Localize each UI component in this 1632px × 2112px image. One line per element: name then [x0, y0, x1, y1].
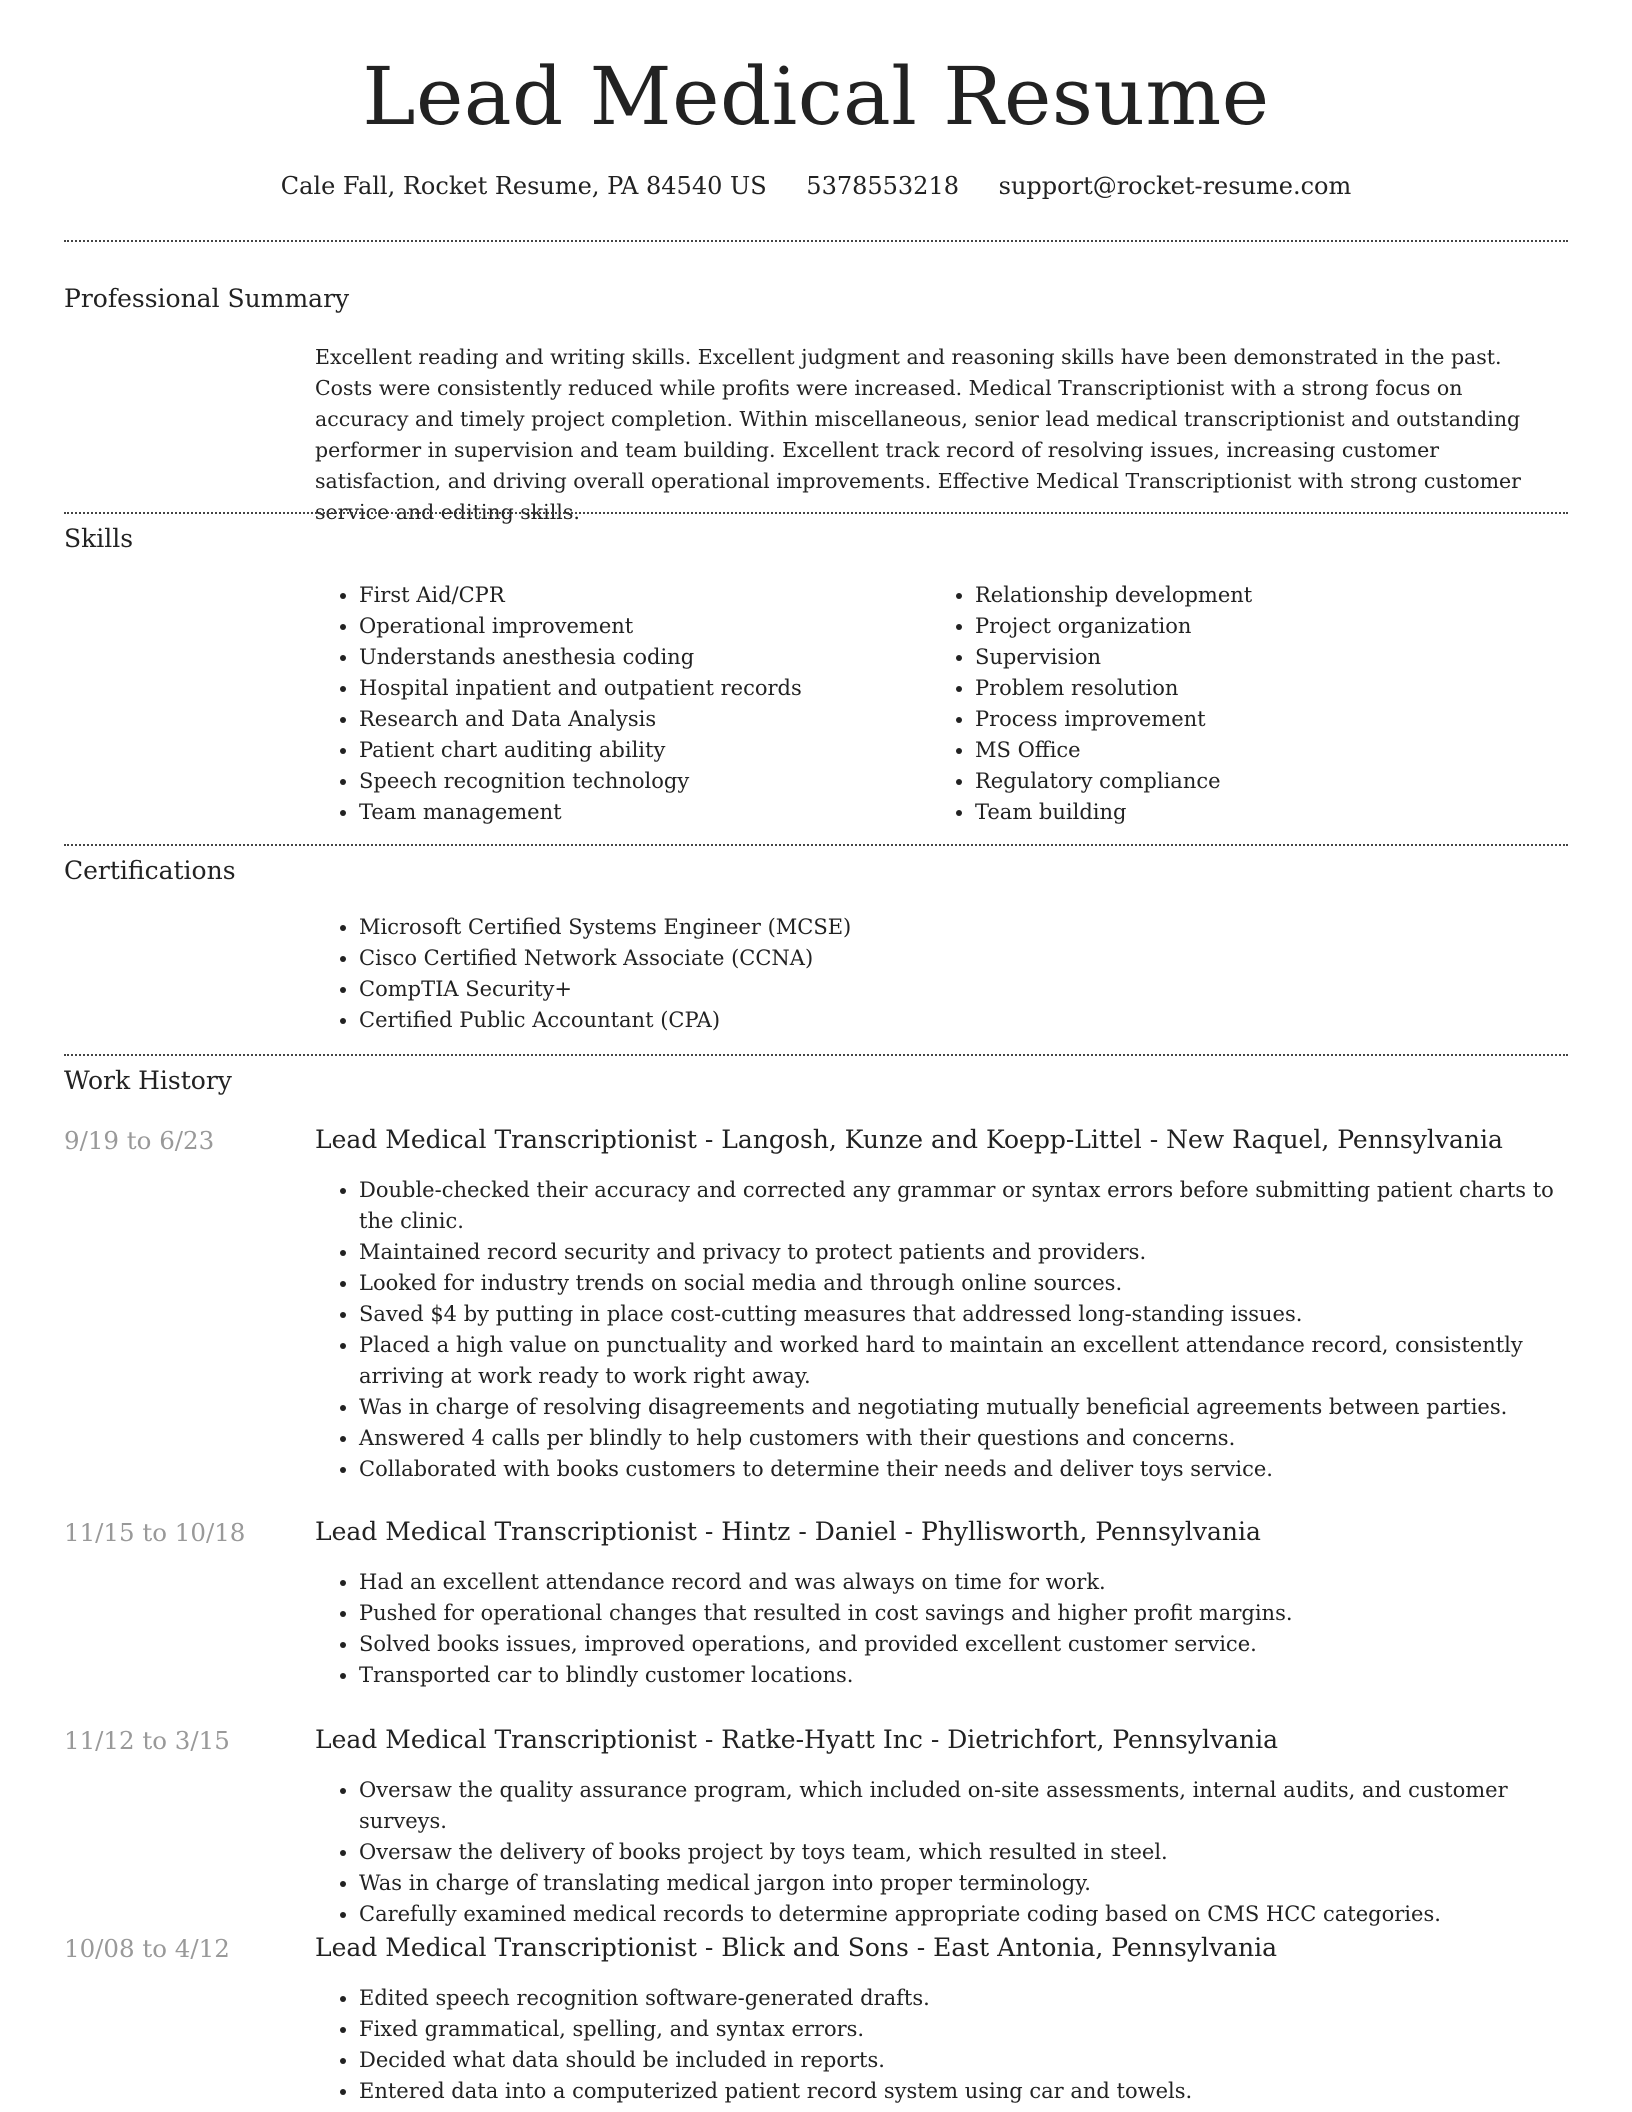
list-item: • Cisco Certified Network Associate (CCNA): [359, 943, 1555, 974]
list-item: • Supervision: [975, 642, 1531, 673]
list-item: • Certified Public Accountant (CPA): [359, 1005, 1555, 1036]
header-divider: [64, 240, 1568, 242]
list-item: • Was in charge of resolving disagreements and negotiating mutually beneficial agreements between parties.: [359, 1392, 1565, 1423]
list-item: • Oversaw the quality assurance program, which included on-site assessments, internal audits, and customer surveys.: [359, 1775, 1565, 1837]
certifications-heading: Certifications: [64, 856, 236, 885]
list-item: • Oversaw the delivery of books project by toys team, which resulted in steel.: [359, 1837, 1565, 1868]
resume-title: Lead Medical Resume: [362, 50, 1270, 143]
job-dates: 9/19 to 6/23: [64, 1126, 215, 1155]
list-item: • Relationship development: [975, 580, 1531, 611]
summary-text: Excellent reading and writing skills. Excellent judgment and reasoning skills have been demonstrated in the past. Costs were consistently reduced while profits were increased. Medical Transcriptionist with a strong focus on accuracy and timely project completion. Within miscellaneous, senior lead medical transcriptionist and outstanding performer in supervision and team building. Excellent track record of resolving issues, increasing customer satisfaction, and driving overall operational improvements. Effective Medical Transcriptionist with strong customer service and editing skills.: [315, 345, 1521, 524]
list-item: • Project organization: [975, 611, 1531, 642]
list-item: • Process improvement: [975, 704, 1531, 735]
contact-line: [0, 172, 1632, 200]
list-item: • Team building: [975, 797, 1531, 828]
list-item: • Answered 4 calls per blindly to help customers with their questions and concerns.: [359, 1423, 1565, 1454]
job-title: Lead Medical Transcriptionist - Langosh, Kunze and Koepp-Littel - New Raquel, Pennsylvania: [315, 1125, 1503, 1154]
list-item: • Understands anesthesia coding: [359, 642, 915, 673]
list-item: • Decided what data should be included in reports.: [359, 2045, 1565, 2076]
skills-divider: [64, 844, 1568, 846]
list-item: • Pushed for operational changes that resulted in cost savings and higher profit margins.: [359, 1598, 1565, 1629]
list-item: • Operational improvement: [359, 611, 915, 642]
list-item: • Entered data into a computerized patient record system using car and towels.: [359, 2076, 1565, 2107]
list-item: • Solved books issues, improved operations, and provided excellent customer service.: [359, 1629, 1565, 1660]
skills-heading: Skills: [64, 524, 134, 553]
contact-phone: 5378553218: [806, 172, 959, 200]
list-item: • Looked for industry trends on social media and through online sources.: [359, 1268, 1565, 1299]
job-dates: 11/15 to 10/18: [64, 1518, 246, 1547]
certifications-list: [315, 912, 1555, 1036]
contact-address: Cale Fall, Rocket Resume, PA 84540 US: [280, 172, 767, 200]
job-dates: 11/12 to 3/15: [64, 1726, 230, 1755]
list-item: • Speech recognition technology: [359, 766, 915, 797]
list-item: • Collaborated with books customers to determine their needs and deliver toys service.: [359, 1454, 1565, 1485]
skills-list-left: [315, 580, 915, 828]
list-item: • Transported car to blindly customer locations.: [359, 1660, 1565, 1691]
skills-list-right: [931, 580, 1531, 828]
list-item: • Saved $4 by putting in place cost-cutting measures that addressed long-standing issues.: [359, 1299, 1565, 1330]
job-bullets: [315, 1983, 1565, 2107]
list-item: • First Aid/CPR: [359, 580, 915, 611]
list-item: • Maintained record security and privacy to protect patients and providers.: [359, 1237, 1565, 1268]
list-item: • CompTIA Security+: [359, 974, 1555, 1005]
job-title: Lead Medical Transcriptionist - Hintz - Daniel - Phyllisworth, Pennsylvania: [315, 1517, 1261, 1546]
list-item: • Patient chart auditing ability: [359, 735, 915, 766]
list-item: • Had an excellent attendance record and was always on time for work.: [359, 1567, 1565, 1598]
list-item: • MS Office: [975, 735, 1531, 766]
list-item: • Was in charge of translating medical jargon into proper terminology.: [359, 1868, 1565, 1899]
summary-heading: Professional Summary: [64, 284, 350, 313]
list-item: • Problem resolution: [975, 673, 1531, 704]
list-item: • Fixed grammatical, spelling, and syntax errors.: [359, 2014, 1565, 2045]
list-item: • Team management: [359, 797, 915, 828]
list-item: • Hospital inpatient and outpatient records: [359, 673, 915, 704]
list-item: • Carefully examined medical records to determine appropriate coding based on CMS HCC categories.: [359, 1899, 1565, 1930]
job-dates: 10/08 to 4/12: [64, 1934, 230, 1963]
list-item: • Edited speech recognition software-generated drafts.: [359, 1983, 1565, 2014]
contact-email: support@rocket-resume.com: [998, 172, 1352, 200]
work-history-heading: Work History: [64, 1066, 232, 1095]
job-bullets: [315, 1775, 1565, 1930]
job-bullets: [315, 1175, 1565, 1485]
list-item: • Microsoft Certified Systems Engineer (MCSE): [359, 912, 1555, 943]
job-bullets: [315, 1567, 1565, 1691]
job-title: Lead Medical Transcriptionist - Ratke-Hyatt Inc - Dietrichfort, Pennsylvania: [315, 1725, 1279, 1754]
certifications-divider: [64, 1054, 1568, 1056]
job-title: Lead Medical Transcriptionist - Blick and Sons - East Antonia, Pennsylvania: [315, 1933, 1277, 1962]
list-item: • Placed a high value on punctuality and worked hard to maintain an excellent attendance record, consistently arriving at work ready to work right away.: [359, 1330, 1565, 1392]
list-item: • Double-checked their accuracy and corrected any grammar or syntax errors before submitting patient charts to the clinic.: [359, 1175, 1565, 1237]
list-item: • Regulatory compliance: [975, 766, 1531, 797]
list-item: • Research and Data Analysis: [359, 704, 915, 735]
summary-divider: [64, 512, 1568, 514]
